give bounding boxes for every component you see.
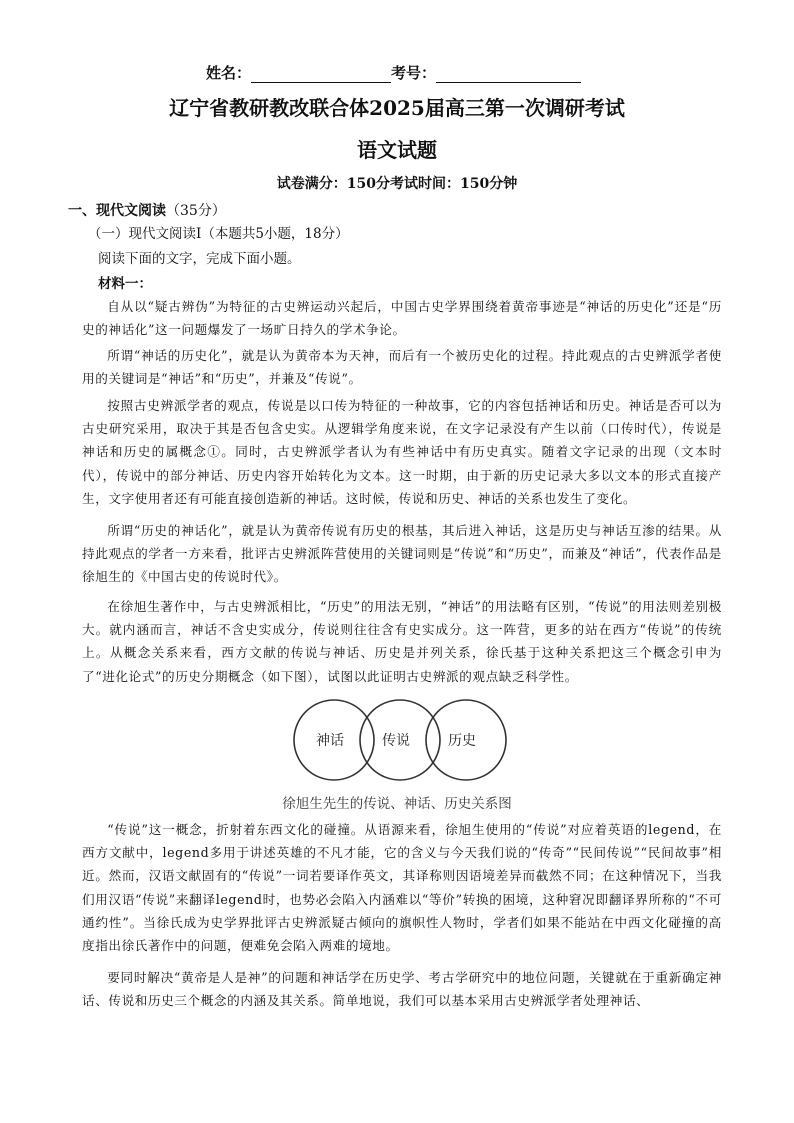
concept-relation-diagram [290,695,510,785]
diagram-caption: 徐旭生先生的传说、神话、历史关系图 [282,796,512,812]
paragraph: 按照古史辨派学者的观点，传说是以口传为特征的一种故事，它的内容包括神话和历史。神话是否可以为古史研究采用，取决于其是否包含史实。从逻辑学角度来说，在文字记录没有产生以前（口传时代），传说是神话和历史的属概念①。同时，古史辨派学者认为有些神话中有历史真实。随着文字记录的出现（文本时代），传说中的部分神话、历史内容开始转化为文本。这一时期，由于新的历史记录大多以文本的形式直接产生，文字使用者还有可能直接创造新的神话。这时候，传说和历史、神话的关系也发生了变化。 [82,398,722,506]
paragraph: 自从以“疑古辨伪”为特征的古史辨运动兴起后，中国古史学界围绕着黄帝事迹是“神话的历史化”还是“历史的神话化”这一问题爆发了一场旷日持久的学术争论。 [82,299,722,338]
section-heading [68,200,226,220]
name-label: 姓名： [206,64,252,82]
history-label: 历史 [448,733,476,749]
sub-section-heading: （一）现代文阅读Ⅰ（本题共5小题，18分） [88,226,349,242]
reading-instruction: 阅读下面的文字，完成下面小题。 [98,251,301,267]
paragraph: “传说”这一概念，折射着东西文化的碰撞。从语源来看，徐旭生使用的“传说”对应着英语的legend，在西方文献中，legend多用于讲述英雄的不凡才能，它的含义与今天我们说的“传奇”“民间传说”“民间故事”相近。然而，汉语文献固有的“传说”一词若要译作英文，其译称则因语境差异而截然不同；在这种情况下，当我们用汉语“传说”来翻译legend时，也势必会陷入内涵难以“等价”转换的困境，这种窘况即翻译界所称的“不可通约性”。当徐氏成为史学界批评古史辨派疑古倾向的旗帜性人物时，学者们如果不能站在中西文化碰撞的高度指出徐氏著作中的问题，便难免会陷入两难的境地。 [82,822,722,954]
subject-title: 语文试题 [357,138,437,162]
section-points: （35分） [166,203,226,219]
paragraph: 所谓“历史的神话化”，就是认为黄帝传说有历史的根基，其后进入神话，这是历史与神话互渗的结果。从持此观点的学者一方来看，批评古史辨派阵营使用的关键词则是“传说”和“历史”，而兼及“神话”，代表作品是徐旭生的《中国古史的传说时代》。 [82,523,722,585]
name-blank[interactable] [251,66,391,83]
exam-meta: 试卷满分：150分考试时间：150分钟 [276,176,518,192]
paragraph: 所谓“神话的历史化”，就是认为黄帝本为天神，而后有一个被历史化的过程。持此观点的古史辨派学者使用的关键词是“神话”和“历史”，并兼及“传说”。 [82,348,722,387]
material-label: 材料一： [98,276,152,292]
paragraph: 要同时解决“黄帝是人是神”的问题和神话学在历史学、考古学研究中的地位问题，关键就在于重新确定神话、传说和历史三个概念的内涵及其关系。简单地说，我们可以基本采用古史辨派学者处理神话、 [82,970,722,1009]
exam-title: 辽宁省教研教改联合体2025届高三第一次调研考试 [169,96,625,120]
section-heading-label: 一、现代文阅读 [68,203,166,219]
candidate-info-line [206,62,581,83]
paragraph: 在徐旭生著作中，与古史辨派相比，“历史”的用法无别，“神话”的用法略有区别，“传说”的用法则差别极大。就内涵而言，神话不含史实成分，传说则往往含有史实成分。这一阵营，更多的站在西方“传说”的传统上。从概念关系来看，西方文献的传说与神话、历史是并列关系，徐氏基于这种关系把这三个概念引申为了“进化论式”的历史分期概念（如下图），试图以此证明古史辨派的观点缺乏科学性。 [82,599,722,684]
exam-number-blank[interactable] [436,66,581,83]
myth-label: 神话 [316,733,344,749]
legend-label: 传说 [382,733,410,749]
exam-number-label: 考号： [391,64,437,82]
